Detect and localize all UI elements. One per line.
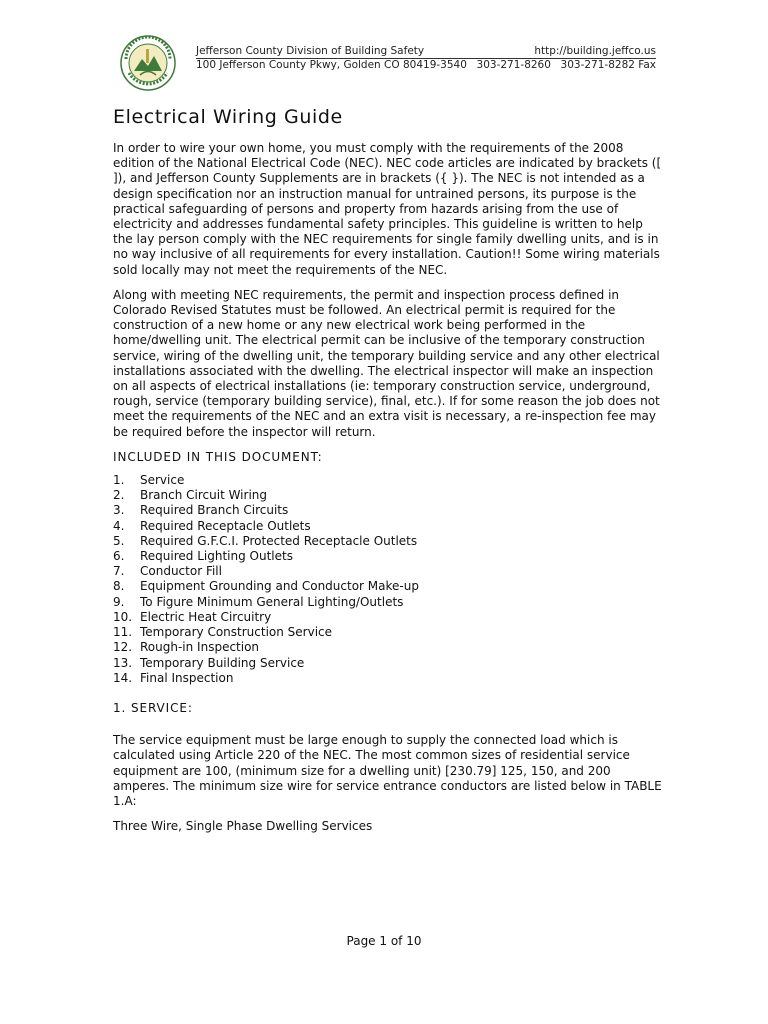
toc-item-label: Required Receptacle Outlets: [140, 518, 311, 533]
toc-item-label: Equipment Grounding and Conductor Make-up: [140, 579, 419, 594]
toc-item-label: Service: [140, 473, 185, 488]
toc-item-label: Final Inspection: [140, 670, 234, 685]
document-title: Electrical Wiring Guide: [113, 106, 343, 128]
toc-item: [113, 595, 665, 610]
toc-item: [113, 579, 665, 594]
toc-item: [113, 519, 665, 534]
table-caption: Three Wire, Single Phase Dwelling Services: [113, 819, 373, 834]
permit-paragraph: Along with meeting NEC requirements, the permit and inspection process defined in Colorado Revised Statutes must be followed. An electrical permit is required for the construction of a new home or any new electrical work being performed in the home/dwelling unit. The electrical permit can be inclusive of the temporary construction service, wiring of the dwelling unit, the temporary building service and any other electrical installations associated with the dwelling. The electrical inspector will make an inspection on all aspects of electrical installations (ie: temporary construction service, underground, rough, service (temporary building service), final, etc.). If for some reason the job does not meet the requirements of the NEC and an extra visit is necessary, a re-inspection fee may be required before the inspector will return.: [113, 287, 660, 439]
toc-item-label: Required Lighting Outlets: [140, 549, 293, 564]
toc-item-number: 13.: [113, 655, 133, 670]
fax-number: 303-271-8282 Fax: [560, 59, 656, 71]
toc-item-number: 8.: [113, 579, 125, 594]
toc-item: [113, 549, 665, 564]
toc-item-number: 5.: [113, 533, 125, 548]
toc-item-label: Required G.F.C.I. Protected Receptacle Outlets: [140, 533, 418, 548]
included-heading: INCLUDED IN THIS DOCUMENT:: [113, 449, 323, 464]
toc-item-label: Required Branch Circuits: [140, 503, 289, 518]
toc-item-number: 10.: [113, 609, 133, 624]
toc-item-label: Conductor Fill: [140, 564, 222, 579]
table-of-contents: [113, 473, 665, 686]
letterhead: [196, 45, 656, 72]
toc-item: [113, 625, 665, 640]
letterhead-top-row: [196, 45, 656, 59]
toc-item-number: 6.: [113, 549, 125, 564]
toc-item-label: To Figure Minimum General Lighting/Outlets: [140, 594, 404, 609]
section-heading-service: 1. SERVICE:: [113, 700, 193, 715]
toc-item-label: Rough-in Inspection: [140, 640, 260, 655]
intro-paragraph: In order to wire your own home, you must comply with the requirements of the 2008 edition of the National Electrical Code (NEC). NEC code articles are indicated by brackets ([ ]), and Jefferson County Supplements are in brackets ({ }). The NEC is not intended as a design specification nor an instruction manual for untrained persons, its purpose is the practical safeguarding of persons and property from hazards arising from the use of electricity and addresses fundamental safety principles. This guideline is written to help the lay person comply with the NEC requirements for single family dwelling units, and is in no way inclusive of all requirements for every installation. Caution!! Some wiring materials sold locally may not meet the requirements of the NEC.: [113, 141, 662, 277]
toc-item-number: 3.: [113, 503, 125, 518]
toc-item: [113, 640, 665, 655]
toc-item-label: Branch Circuit Wiring: [140, 488, 268, 503]
toc-item-number: 2.: [113, 488, 125, 503]
toc-item-number: 1.: [113, 473, 125, 488]
county-seal-logo: [120, 35, 176, 91]
toc-item: [113, 534, 665, 549]
toc-item: [113, 656, 665, 671]
toc-item: [113, 473, 665, 488]
website-link[interactable]: http://building.jeffco.us: [534, 45, 656, 57]
toc-item-label: Temporary Construction Service: [140, 625, 333, 640]
toc-item-number: 7.: [113, 564, 125, 579]
toc-item-number: 14.: [113, 670, 133, 685]
letterhead-contact-row: [196, 59, 656, 72]
toc-item: [113, 564, 665, 579]
document-body: [113, 141, 665, 844]
address: 100 Jefferson County Pkwy, Golden CO 80419-3540: [196, 59, 467, 71]
toc-item-number: 12.: [113, 640, 133, 655]
toc-item: [113, 503, 665, 518]
org-name: Jefferson County Division of Building Safety: [196, 45, 425, 57]
toc-item: [113, 488, 665, 503]
toc-item-number: 9.: [113, 594, 125, 609]
page-number: Page 1 of 10: [346, 934, 422, 948]
toc-item-number: 4.: [113, 518, 125, 533]
toc-item-label: Temporary Building Service: [140, 655, 305, 670]
toc-item-label: Electric Heat Circuitry: [140, 609, 272, 624]
toc-item: [113, 671, 665, 686]
phone-number: 303-271-8260: [476, 59, 551, 71]
service-paragraph: The service equipment must be large enough to supply the connected load which is calculated using Article 220 of the NEC. The most common sizes of residential service equipment are 100, (minimum size for a dwelling unit) [230.79] 125, 150, and 200 amperes. The minimum size wire for service entrance conductors are listed below in TABLE 1.A:: [113, 733, 662, 808]
toc-item-number: 11.: [113, 625, 133, 640]
toc-item: [113, 610, 665, 625]
